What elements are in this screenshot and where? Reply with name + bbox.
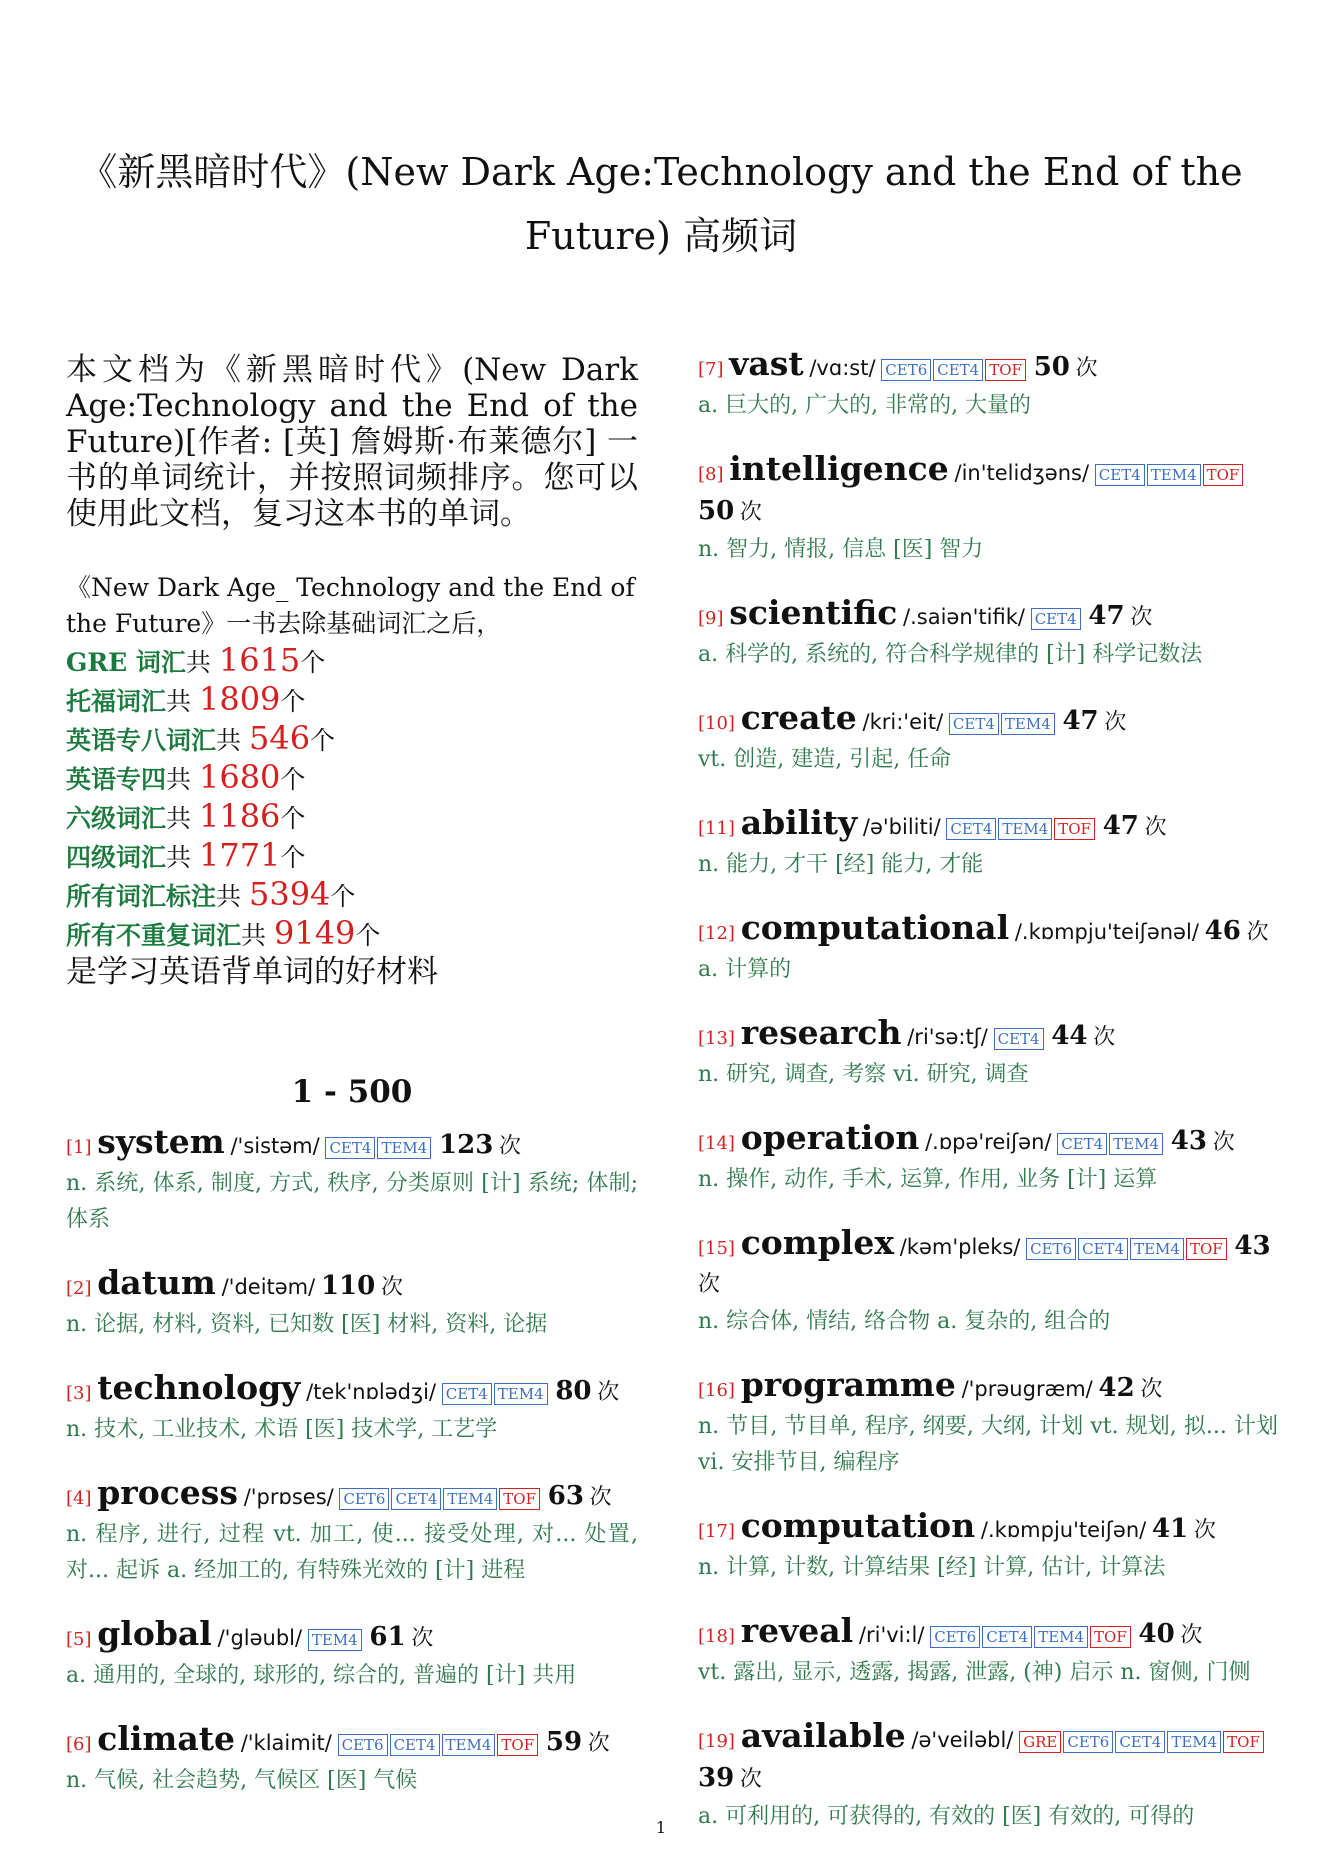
entry-index: [7] [698,359,724,380]
entry-definition: a. 通用的, 全球的, 球形的, 综合的, 普遍的 [计] 共用 [66,1663,577,1688]
word-entry [66,1265,638,1343]
entry-frequency: 50 [698,496,735,526]
entry-definition: a. 科学的, 系统的, 符合科学规律的 [计] 科学记数法 [698,642,1203,667]
stat-connector: 共 [241,921,274,950]
frequency-unit: 次 [1075,356,1098,381]
frequency-unit: 次 [499,1134,522,1159]
stats-list [66,642,638,954]
entry-frequency: 46 [1204,916,1241,946]
level-tag: CET4 [982,1626,1032,1648]
word-list-right [698,346,1278,1835]
entry-index: [6] [66,1734,92,1755]
entry-headline [66,1616,638,1658]
level-tag: CET4 [390,1734,440,1756]
entry-frequency: 40 [1138,1619,1175,1649]
entry-definition: n. 能力, 才干 [经] 能力, 才能 [698,852,984,877]
level-tag: TEM4 [1109,1133,1163,1155]
stat-label: 四级词汇 [66,843,167,872]
entry-definition: n. 智力, 情报, 信息 [医] 智力 [698,537,984,562]
page-number: 1 [655,1818,667,1837]
entry-definition: n. 程序, 进行, 过程 vt. 加工, 使... 接受处理, 对... 处置, 对... 起诉 a. 经加工的, 有特殊光效的 [计] 进程 [66,1522,638,1583]
stats-intro: 《New Dark Age_ Technology and the End of the Future》一书去除基础词汇之后， [66,573,635,638]
entry-pronunciation: /ə'biliti/ [862,815,941,839]
frequency-unit: 次 [1246,920,1269,945]
entry-pronunciation: /tek'nɒlədʒi/ [306,1380,437,1404]
entry-word: complex [740,1223,894,1262]
entry-word: scientific [729,593,898,632]
stat-connector: 共 [166,804,199,833]
word-entry [66,1721,638,1799]
entry-index: [13] [698,1028,735,1049]
entry-word: technology [97,1368,301,1407]
entry-pronunciation: /'prɒses/ [243,1485,334,1509]
stat-count: 1615 [218,641,301,679]
frequency-unit: 次 [1212,1130,1235,1155]
stat-line [66,642,638,681]
level-tag: TOF [1203,464,1244,486]
entry-index: [18] [698,1626,735,1647]
level-tag: GRE [1019,1731,1061,1753]
entry-definition: vt. 创造, 建造, 引起, 任命 [698,747,952,772]
entry-definition: n. 论据, 材料, 资料, 已知数 [医] 材料, 资料, 论据 [66,1312,548,1337]
word-list-left [66,1124,638,1799]
entry-headline [66,1265,638,1307]
frequency-unit: 次 [698,1272,721,1297]
stat-count: 1680 [198,758,281,796]
entry-definition: n. 计算, 计数, 计算结果 [经] 计算, 估计, 计算法 [698,1555,1166,1580]
level-tag: TOF [1223,1731,1264,1753]
entry-word: create [740,698,857,737]
level-tag: CET6 [338,1734,388,1756]
entry-index: [4] [66,1488,92,1509]
frequency-unit: 次 [1130,605,1153,630]
level-tag: CET6 [339,1488,389,1510]
level-tag: TOF [1054,818,1095,840]
stat-unit: 个 [280,687,306,716]
level-tag: TEM4 [1130,1238,1184,1260]
entry-word: system [97,1122,225,1161]
entry-word: research [740,1013,902,1052]
entry-pronunciation: /.saiən'tifik/ [903,605,1025,629]
entry-index: [19] [698,1731,735,1752]
entry-frequency: 41 [1151,1514,1189,1544]
entry-pronunciation: /'klaimit/ [240,1731,332,1755]
word-entry [698,595,1278,673]
entry-headline [698,1718,1278,1799]
word-entry [698,700,1278,778]
level-tag: CET6 [881,359,931,381]
entry-headline [698,1120,1278,1162]
stat-unit: 个 [280,843,306,872]
entry-word: operation [740,1118,920,1157]
frequency-unit: 次 [589,1485,612,1510]
frequency-unit: 次 [597,1380,620,1405]
level-tag: CET4 [1031,608,1081,630]
level-tag: TEM4 [1167,1731,1221,1753]
entry-definition: n. 研究, 调查, 考察 vi. 研究, 调查 [698,1062,1029,1087]
word-entry [698,1367,1278,1481]
level-tag: CET4 [1057,1133,1107,1155]
entry-word: datum [97,1263,216,1302]
entry-index: [12] [698,923,735,944]
stat-unit: 个 [330,882,356,911]
stat-line [66,798,638,837]
frequency-unit: 次 [739,500,762,525]
entry-definition: vt. 露出, 显示, 透露, 揭露, 泄露, (神) 启示 n. 窗侧, 门侧 [698,1660,1251,1685]
word-entry [66,1124,638,1238]
entry-index: [15] [698,1238,735,1259]
entry-frequency: 43 [1234,1231,1271,1261]
entry-index: [2] [66,1278,92,1299]
entry-headline [698,1225,1278,1304]
entry-pronunciation: /ri'sə:tʃ/ [907,1025,988,1049]
stat-line [66,876,638,915]
entry-headline [698,595,1278,637]
entry-headline [698,805,1278,847]
entry-pronunciation: /kri:'eit/ [862,710,944,734]
left-column [66,352,638,1826]
frequency-unit: 次 [1193,1518,1216,1543]
level-tag: CET4 [994,1028,1044,1050]
level-tag: CET4 [1078,1238,1128,1260]
entry-headline [698,1508,1278,1550]
entry-headline [698,1613,1278,1655]
stat-line [66,759,638,798]
entry-headline [66,1475,638,1517]
level-tag: TEM4 [308,1629,362,1651]
word-entry [698,1015,1278,1093]
document-title: 《新黑暗时代》(New Dark Age:Technology and the End of the Future) 高频词 [79,150,1243,258]
entry-headline [698,451,1278,532]
entry-index: [3] [66,1383,92,1404]
stat-label: 英语专四 [66,765,167,794]
stat-unit: 个 [300,648,326,677]
level-tag: TEM4 [377,1137,431,1159]
stat-label: 六级词汇 [66,804,167,833]
entry-headline [698,700,1278,742]
entry-frequency: 110 [320,1271,376,1301]
entry-frequency: 39 [698,1763,735,1793]
entry-word: global [97,1614,212,1653]
stat-label: 所有词汇标注 [66,882,217,911]
stat-line [66,720,638,759]
level-tag: TEM4 [494,1383,548,1405]
entry-headline [698,1015,1278,1057]
frequency-unit: 次 [1104,710,1127,735]
word-entry [698,805,1278,883]
entry-index: [8] [698,464,724,485]
entry-pronunciation: /.kɒmpju'teiʃənəl/ [1014,920,1199,944]
stat-label: GRE 词汇 [66,648,186,677]
frequency-unit: 次 [380,1275,403,1300]
level-tag: CET4 [1115,1731,1165,1753]
frequency-unit: 次 [1093,1025,1116,1050]
entry-word: intelligence [729,449,949,488]
entry-frequency: 61 [369,1622,406,1652]
entry-index: [5] [66,1629,92,1650]
word-entry [66,1616,638,1694]
entry-word: ability [740,803,858,842]
stat-line [66,837,638,876]
entry-frequency: 63 [547,1481,584,1511]
entry-index: [16] [698,1380,735,1401]
entry-frequency: 47 [1088,601,1125,631]
intro-paragraph: 本文档为《新黑暗时代》(New Dark Age:Technology and the End of the Future)[作者: [英] 詹姆斯·布莱德尔] 一书的单词统计，并按照词频排序。您可以使用此文档，复习这本书的单词。 [66,352,638,532]
entry-pronunciation: /'sistəm/ [230,1134,320,1158]
frequency-unit: 次 [587,1731,610,1756]
stat-connector: 共 [166,765,199,794]
entry-headline [66,1124,638,1166]
word-entry [698,1225,1278,1340]
entry-definition: n. 综合体, 情结, 络合物 a. 复杂的, 组合的 [698,1309,1111,1334]
entry-definition: n. 操作, 动作, 手术, 运算, 作用, 业务 [计] 运算 [698,1167,1158,1192]
stat-unit: 个 [310,726,336,755]
stat-label: 托福词汇 [66,687,167,716]
entry-word: reveal [740,1611,854,1650]
word-entry [698,346,1278,424]
stat-count: 546 [248,719,311,757]
entry-frequency: 43 [1170,1126,1207,1156]
word-entry [66,1475,638,1589]
level-tag: TEM4 [1001,713,1055,735]
entry-definition: n. 节目, 节目单, 程序, 纲要, 大纲, 计划 vt. 规划, 拟... 计划 vi. 安排节目, 编程序 [698,1414,1278,1475]
level-tag: CET6 [930,1626,980,1648]
entry-pronunciation: /'prəugræm/ [961,1377,1093,1401]
level-tag: TEM4 [1034,1626,1088,1648]
entry-pronunciation: /.ɒpə'reiʃən/ [925,1130,1052,1154]
level-tag: CET4 [933,359,983,381]
entry-word: computational [740,908,1010,947]
entry-frequency: 47 [1102,811,1139,841]
stat-count: 5394 [248,875,331,913]
entry-headline [698,346,1278,388]
entry-frequency: 59 [545,1727,583,1757]
level-tag: CET4 [391,1488,441,1510]
level-tag: CET4 [442,1383,492,1405]
entry-index: [1] [66,1137,92,1158]
entry-word: programme [740,1365,956,1404]
level-tag: TOF [499,1488,540,1510]
frequency-unit: 次 [739,1767,762,1792]
entry-word: available [740,1716,906,1755]
word-entry [698,1120,1278,1198]
word-entry [698,1613,1278,1691]
entry-pronunciation: /ə'veiləbl/ [911,1728,1014,1752]
entry-frequency: 42 [1098,1373,1135,1403]
stat-connector: 共 [166,843,199,872]
level-tag: TEM4 [998,818,1052,840]
stat-count: 1186 [198,797,281,835]
stat-label: 英语专八词汇 [66,726,217,755]
stat-connector: 共 [216,726,249,755]
entry-frequency: 47 [1062,706,1099,736]
frequency-unit: 次 [1144,815,1167,840]
entry-frequency: 50 [1033,352,1070,382]
entry-word: process [97,1473,238,1512]
word-entry [698,910,1278,988]
frequency-unit: 次 [1180,1623,1203,1648]
entry-definition: n. 气候, 社会趋势, 气候区 [医] 气候 [66,1768,418,1793]
level-tag: CET6 [1063,1731,1113,1753]
level-tag: TOF [1090,1626,1131,1648]
stat-count: 1771 [198,836,281,874]
entry-headline [66,1721,638,1763]
level-tag: CET4 [1095,464,1145,486]
stat-unit: 个 [355,921,381,950]
stat-unit: 个 [280,765,306,794]
stat-connector: 共 [166,687,199,716]
entry-definition: a. 巨大的, 广大的, 非常的, 大量的 [698,393,1032,418]
level-tag: TOF [1186,1238,1227,1260]
entry-pronunciation: /'gləubl/ [217,1626,303,1650]
entry-index: [14] [698,1133,735,1154]
word-entry [698,451,1278,568]
stat-count: 1809 [198,680,281,718]
stat-connector: 共 [185,648,219,677]
entry-index: [17] [698,1521,735,1542]
entry-frequency: 123 [439,1130,494,1160]
level-tag: CET6 [1026,1238,1076,1260]
entry-headline [698,910,1278,952]
stat-unit: 个 [280,804,306,833]
entry-frequency: 44 [1051,1021,1088,1051]
entry-pronunciation: /'deitəm/ [221,1275,316,1299]
level-tag: TEM4 [1147,464,1201,486]
range-heading: 1 - 500 [291,1074,413,1110]
level-tag: TOF [985,359,1026,381]
entry-index: [10] [698,713,735,734]
entry-headline [698,1367,1278,1409]
entry-definition: n. 技术, 工业技术, 术语 [医] 技术学, 工艺学 [66,1417,498,1442]
entry-definition: a. 计算的 [698,957,792,982]
right-column [698,346,1278,1862]
level-tag: TOF [497,1734,538,1756]
entry-word: climate [97,1719,235,1758]
entry-frequency: 80 [555,1376,592,1406]
level-tag: CET4 [949,713,999,735]
entry-word: computation [740,1506,976,1545]
entry-definition: n. 系统, 体系, 制度, 方式, 秩序, 分类原则 [计] 系统; 体制; 体系 [66,1171,638,1232]
stat-line [66,915,638,954]
level-tag: TEM4 [442,1734,496,1756]
entry-pronunciation: /ri'vi:l/ [858,1623,925,1647]
frequency-unit: 次 [1140,1377,1163,1402]
entry-index: [9] [698,608,724,629]
level-tag: TEM4 [443,1488,497,1510]
entry-pronunciation: /kəm'pleks/ [899,1235,1021,1259]
entry-pronunciation: /in'telidʒəns/ [954,461,1090,485]
level-tag: CET4 [325,1137,375,1159]
entry-index: [11] [698,818,735,839]
stat-connector: 共 [216,882,249,911]
entry-headline [66,1370,638,1412]
word-entry [698,1508,1278,1586]
stat-count: 9149 [273,914,356,952]
entry-definition: a. 可利用的, 可获得的, 有效的 [医] 有效的, 可得的 [698,1804,1195,1829]
frequency-unit: 次 [411,1626,434,1651]
entry-word: vast [729,344,804,383]
entry-pronunciation: /.kɒmpju'teiʃən/ [980,1518,1147,1542]
level-tag: CET4 [946,818,996,840]
stat-line [66,681,638,720]
word-entry [66,1370,638,1448]
stat-label: 所有不重复词汇 [66,921,242,950]
entry-pronunciation: /vɑ:st/ [809,356,876,380]
stats-closing: 是学习英语背单词的好材料 [66,954,438,990]
